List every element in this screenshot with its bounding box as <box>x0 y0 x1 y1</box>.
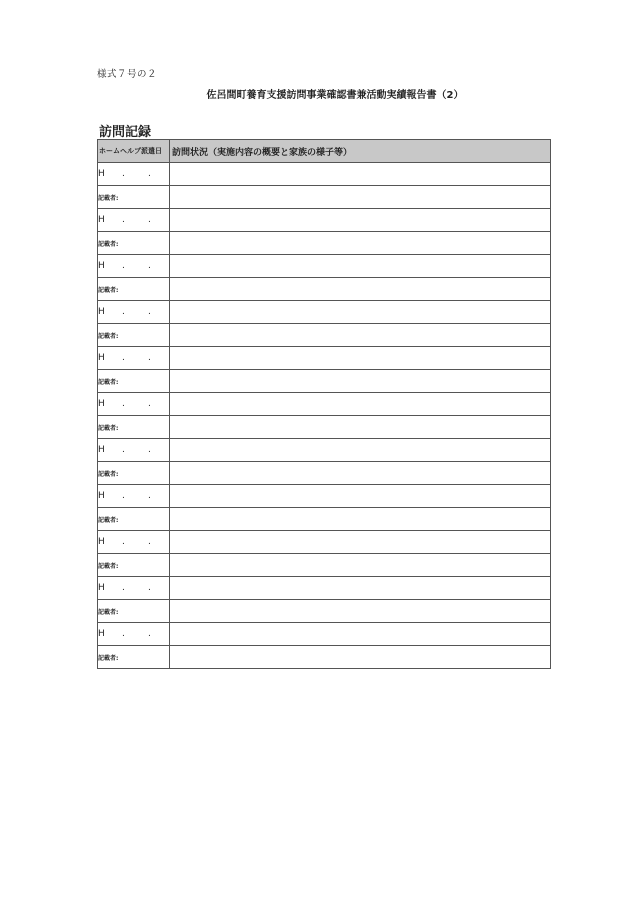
date-separator: . <box>148 307 151 317</box>
era-label: H <box>98 353 105 363</box>
date-separator: . <box>122 583 125 593</box>
date-separator: . <box>122 399 125 409</box>
document-title: 佐呂間町養育支援訪問事業確認書兼活動実績報告書（2） <box>206 90 464 101</box>
record-date-row <box>98 485 551 508</box>
record-date-row <box>98 163 551 186</box>
date-separator: . <box>122 353 125 363</box>
visit-records-table <box>97 139 551 669</box>
recorder-field[interactable] <box>98 554 170 577</box>
record-date-row <box>98 531 551 554</box>
visit-status-field[interactable] <box>170 163 551 186</box>
era-label: H <box>98 629 105 639</box>
form-number: 様式７号の２ <box>97 69 158 80</box>
date-separator: . <box>148 583 151 593</box>
era-label: H <box>98 261 105 271</box>
era-label: H <box>98 583 105 593</box>
recorder-field[interactable] <box>98 232 170 255</box>
record-recorder-row <box>98 186 551 209</box>
visit-status-field[interactable] <box>170 324 551 347</box>
record-date-row <box>98 209 551 232</box>
table-header-row <box>98 140 551 163</box>
visit-status-field[interactable] <box>170 370 551 393</box>
recorder-label: 記載者: <box>98 424 119 432</box>
visit-date-field[interactable] <box>98 347 170 370</box>
era-label: H <box>98 307 105 317</box>
recorder-field[interactable] <box>98 370 170 393</box>
visit-status-field[interactable] <box>170 255 551 278</box>
record-recorder-row <box>98 324 551 347</box>
recorder-label: 記載者: <box>98 470 119 478</box>
record-recorder-row <box>98 600 551 623</box>
visit-date-field[interactable] <box>98 255 170 278</box>
date-separator: . <box>122 537 125 547</box>
visit-status-field[interactable] <box>170 301 551 324</box>
date-separator: . <box>122 215 125 225</box>
record-recorder-row <box>98 646 551 669</box>
visit-date-field[interactable] <box>98 577 170 600</box>
visit-status-field[interactable] <box>170 462 551 485</box>
visit-status-field[interactable] <box>170 600 551 623</box>
recorder-field[interactable] <box>98 600 170 623</box>
era-label: H <box>98 215 105 225</box>
recorder-label: 記載者: <box>98 194 119 202</box>
record-date-row <box>98 255 551 278</box>
date-separator: . <box>148 169 151 179</box>
visit-status-field[interactable] <box>170 347 551 370</box>
visit-date-field[interactable] <box>98 623 170 646</box>
recorder-label: 記載者: <box>98 286 119 294</box>
visit-status-field[interactable] <box>170 209 551 232</box>
record-date-row <box>98 577 551 600</box>
visit-status-field[interactable] <box>170 232 551 255</box>
recorder-label: 記載者: <box>98 378 119 386</box>
section-title: 訪問記録 <box>99 125 152 140</box>
date-separator: . <box>148 445 151 455</box>
recorder-field[interactable] <box>98 324 170 347</box>
recorder-label: 記載者: <box>98 332 119 340</box>
visit-status-field[interactable] <box>170 508 551 531</box>
date-separator: . <box>122 445 125 455</box>
date-separator: . <box>148 215 151 225</box>
era-label: H <box>98 445 105 455</box>
visit-status-field[interactable] <box>170 646 551 669</box>
recorder-field[interactable] <box>98 278 170 301</box>
visit-date-field[interactable] <box>98 163 170 186</box>
recorder-field[interactable] <box>98 462 170 485</box>
visit-date-field[interactable] <box>98 393 170 416</box>
era-label: H <box>98 491 105 501</box>
visit-status-field[interactable] <box>170 393 551 416</box>
date-separator: . <box>122 491 125 501</box>
visit-status-field[interactable] <box>170 278 551 301</box>
header-visit-status: 訪問状況（実施内容の概要と家族の様子等） <box>170 140 551 163</box>
visit-date-field[interactable] <box>98 531 170 554</box>
recorder-field[interactable] <box>98 508 170 531</box>
visit-status-field[interactable] <box>170 554 551 577</box>
recorder-label: 記載者: <box>98 240 119 248</box>
date-separator: . <box>148 261 151 271</box>
recorder-field[interactable] <box>98 646 170 669</box>
records-body <box>98 163 551 669</box>
record-recorder-row <box>98 232 551 255</box>
record-recorder-row <box>98 554 551 577</box>
visit-status-field[interactable] <box>170 623 551 646</box>
date-separator: . <box>148 399 151 409</box>
date-separator: . <box>148 491 151 501</box>
visit-date-field[interactable] <box>98 439 170 462</box>
record-date-row <box>98 623 551 646</box>
visit-status-field[interactable] <box>170 186 551 209</box>
recorder-label: 記載者: <box>98 654 119 662</box>
date-separator: . <box>148 629 151 639</box>
era-label: H <box>98 169 105 179</box>
recorder-label: 記載者: <box>98 562 119 570</box>
header-dispatch-date: ホームヘルプ派遣日 <box>98 140 170 163</box>
visit-date-field[interactable] <box>98 485 170 508</box>
date-separator: . <box>122 169 125 179</box>
recorder-field[interactable] <box>98 186 170 209</box>
visit-status-field[interactable] <box>170 485 551 508</box>
record-recorder-row <box>98 278 551 301</box>
date-separator: . <box>122 629 125 639</box>
record-recorder-row <box>98 508 551 531</box>
visit-date-field[interactable] <box>98 301 170 324</box>
date-separator: . <box>122 307 125 317</box>
visit-status-field[interactable] <box>170 577 551 600</box>
recorder-field[interactable] <box>98 416 170 439</box>
record-date-row <box>98 439 551 462</box>
recorder-label: 記載者: <box>98 516 119 524</box>
era-label: H <box>98 537 105 547</box>
recorder-label: 記載者: <box>98 608 119 616</box>
visit-status-field[interactable] <box>170 439 551 462</box>
visit-date-field[interactable] <box>98 209 170 232</box>
record-date-row <box>98 301 551 324</box>
visit-status-field[interactable] <box>170 416 551 439</box>
record-date-row <box>98 347 551 370</box>
record-recorder-row <box>98 416 551 439</box>
date-separator: . <box>148 353 151 363</box>
record-recorder-row <box>98 370 551 393</box>
date-separator: . <box>122 261 125 271</box>
date-separator: . <box>148 537 151 547</box>
record-date-row <box>98 393 551 416</box>
era-label: H <box>98 399 105 409</box>
visit-status-field[interactable] <box>170 531 551 554</box>
record-recorder-row <box>98 462 551 485</box>
